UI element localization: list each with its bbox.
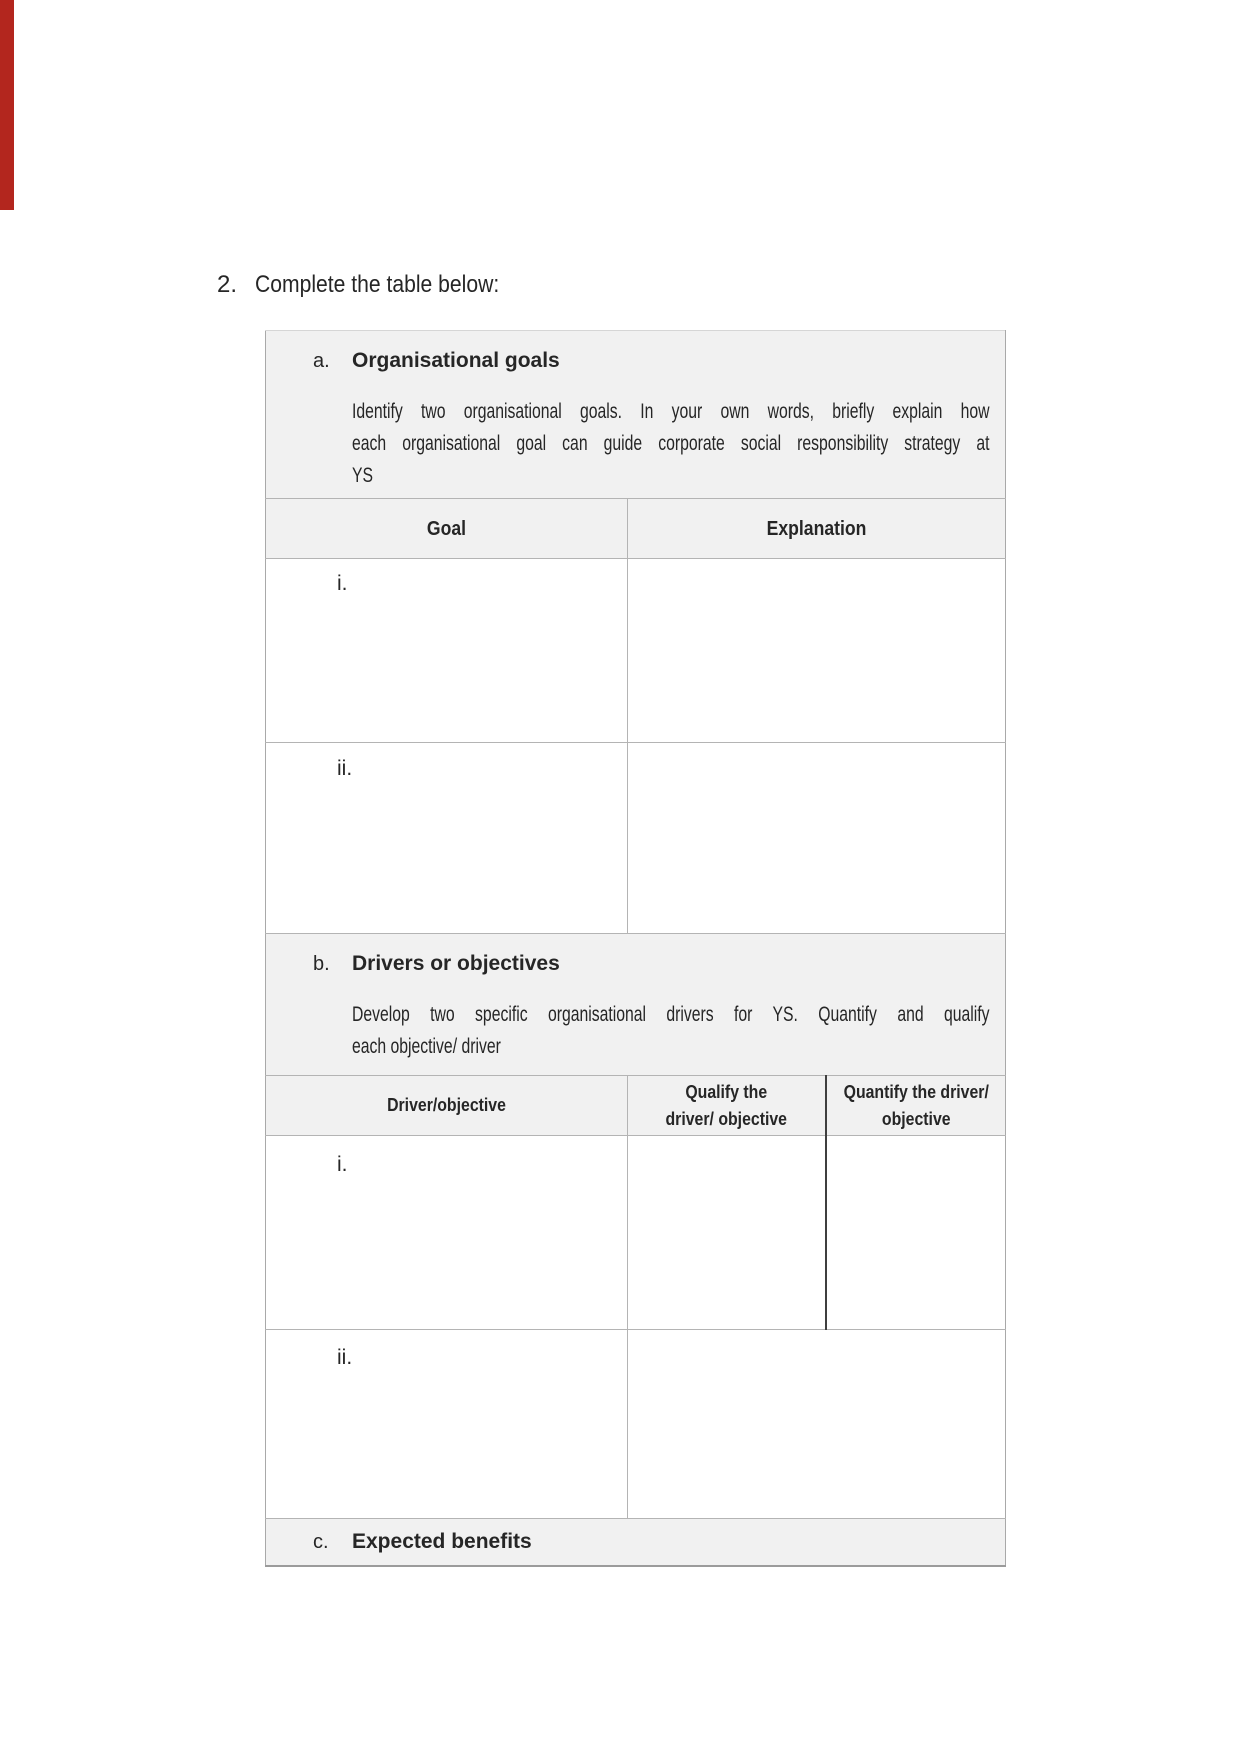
section-b-title: Drivers or objectives xyxy=(352,952,560,975)
section-a-heading xyxy=(313,345,991,378)
goal-row-ii xyxy=(266,743,1006,934)
section-a-title: Organisational goals xyxy=(352,349,560,372)
driver-row-ii xyxy=(266,1330,1006,1519)
question-text: Complete the table below: xyxy=(255,271,500,298)
section-b-description xyxy=(313,999,991,1063)
section-c-row xyxy=(266,1519,1006,1566)
section-b-heading xyxy=(313,948,991,981)
section-a-cell xyxy=(266,331,1006,499)
section-a-row xyxy=(266,331,1006,499)
question-number: 2. xyxy=(217,271,238,298)
driver-objective-column-header xyxy=(266,1076,628,1136)
row-ii-label: ii. xyxy=(337,1346,353,1369)
quantify-header-line-1: Quantify the driver/ xyxy=(843,1081,989,1102)
goal-row-i xyxy=(266,559,1006,743)
para-line: Develop two specific organisational drivers for YS. Quantify and qualify xyxy=(352,1003,990,1026)
section-c-title: Expected benefits xyxy=(352,1530,532,1553)
assessment-table xyxy=(265,330,1006,1567)
goal-column-header xyxy=(266,499,628,559)
row-i-label: i. xyxy=(337,1153,348,1176)
section-a-description xyxy=(313,396,991,492)
qualify-header-line-2: driver/ objective xyxy=(665,1108,787,1129)
goal-explanation-header-row xyxy=(266,499,1006,559)
section-a-label: a. xyxy=(313,350,330,372)
row-i-label: i. xyxy=(337,572,348,595)
explanation-ii-answer-cell[interactable] xyxy=(628,743,1006,934)
driver-row-i xyxy=(266,1136,1006,1330)
section-b-row xyxy=(266,934,1006,1076)
section-c-label: c. xyxy=(313,1531,329,1553)
goal-header-label: Goal xyxy=(426,517,467,540)
driver-i-answer-cell[interactable] xyxy=(266,1136,628,1330)
explanation-header-label: Explanation xyxy=(766,517,867,540)
explanation-i-answer-cell[interactable] xyxy=(628,559,1006,743)
para-line: Identify two organisational goals. In your own words, briefly explain how xyxy=(352,400,990,423)
driver-objective-header-label: Driver/objective xyxy=(387,1095,506,1115)
qualify-header-line-1: Qualify the xyxy=(685,1081,768,1102)
explanation-column-header xyxy=(628,499,1006,559)
scroll-position-marker xyxy=(0,0,14,210)
section-b-label: b. xyxy=(313,953,330,975)
goal-ii-answer-cell[interactable] xyxy=(266,743,628,934)
driver-header-row xyxy=(266,1076,1006,1136)
quantify-i-answer-cell[interactable] xyxy=(826,1136,1006,1330)
qualify-i-answer-cell[interactable] xyxy=(628,1136,826,1330)
goal-i-answer-cell[interactable] xyxy=(266,559,628,743)
section-c-cell xyxy=(266,1519,1006,1566)
row-ii-label: ii. xyxy=(337,757,353,780)
driver-ii-answer-cell[interactable] xyxy=(266,1330,628,1519)
section-b-cell xyxy=(266,934,1006,1076)
section-c-heading xyxy=(313,1529,991,1557)
quantify-column-header xyxy=(826,1076,1006,1136)
qualify-quantify-ii-answer-cell[interactable] xyxy=(628,1330,1006,1519)
para-line: each objective/ driver xyxy=(352,1035,501,1058)
quantify-header-line-2: objective xyxy=(881,1108,951,1129)
para-line: each organisational goal can guide corporate social responsibility strategy at xyxy=(352,432,990,455)
qualify-column-header xyxy=(628,1076,826,1136)
para-line: YS xyxy=(352,464,374,487)
